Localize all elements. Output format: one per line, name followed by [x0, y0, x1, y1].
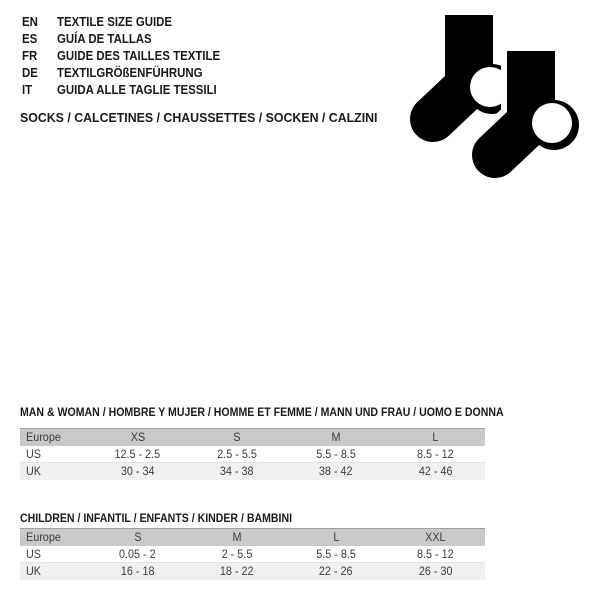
- language-code: IT: [22, 82, 33, 97]
- language-label: TEXTILE SIZE GUIDE: [57, 14, 173, 29]
- size-cell: 18 - 22: [220, 564, 254, 579]
- size-cell: 30 - 34: [120, 464, 155, 479]
- col-header-size: XS: [130, 430, 145, 445]
- row-label: UK: [26, 564, 42, 579]
- row-label: US: [26, 546, 42, 561]
- size-cell: 12.5 - 2.5: [114, 446, 161, 461]
- adults-size-table: [20, 428, 485, 480]
- size-cell: 0.05 - 2: [119, 546, 156, 561]
- col-header-size: XXL: [425, 530, 446, 545]
- size-cell: 5.5 - 8.5: [316, 546, 356, 561]
- col-header-size: M: [232, 530, 242, 545]
- table-row-uk: [20, 563, 485, 580]
- size-cell: 2.5 - 5.5: [217, 446, 257, 461]
- table-row-us: [20, 546, 485, 563]
- size-cell: 26 - 30: [418, 564, 453, 579]
- children-table-header: [20, 529, 485, 546]
- language-row-it: [22, 81, 242, 98]
- col-header-region: Europe: [26, 430, 61, 445]
- language-title-list: [22, 13, 242, 98]
- language-label: GUIDA ALLE TAGLIE TESSILI: [57, 82, 217, 97]
- size-cell: 16 - 18: [120, 564, 155, 579]
- socks-icon: [400, 0, 600, 185]
- language-label: GUIDE DES TAILLES TEXTILE: [57, 48, 221, 63]
- col-header-size: M: [331, 430, 341, 445]
- language-label: GUÍA DE TALLAS: [57, 31, 152, 46]
- size-cell: 42 - 46: [418, 464, 453, 479]
- adults-table-header: [20, 429, 485, 446]
- size-cell: 8.5 - 12: [417, 546, 454, 561]
- table-row-uk: [20, 463, 485, 480]
- language-code: DE: [22, 65, 38, 80]
- size-cell: 22 - 26: [319, 564, 353, 579]
- col-header-size: S: [233, 430, 241, 445]
- language-row-en: [22, 13, 242, 30]
- size-cell: 8.5 - 12: [417, 446, 454, 461]
- socks-icon-svg: [400, 0, 600, 185]
- header-row: [20, 429, 485, 446]
- row-label: US: [26, 446, 42, 461]
- language-label: TEXTILGRÖßENFÜHRUNG: [57, 65, 203, 80]
- col-header-region: Europe: [26, 530, 61, 545]
- children-table-title: CHILDREN / INFANTIL / ENFANTS / KINDER / BAMBINI: [20, 511, 293, 525]
- language-code: FR: [22, 48, 38, 63]
- language-row-fr: [22, 47, 242, 64]
- col-header-size: L: [333, 530, 340, 545]
- language-code: ES: [22, 31, 38, 46]
- size-cell: 38 - 42: [319, 464, 353, 479]
- language-row-es: [22, 30, 242, 47]
- size-cell: 2 - 5.5: [221, 546, 253, 561]
- col-header-size: L: [432, 430, 439, 445]
- table-row-us: [20, 446, 485, 463]
- size-cell: 5.5 - 8.5: [316, 446, 356, 461]
- language-row-de: [22, 64, 242, 81]
- category-line: SOCKS / CALCETINES / CHAUSSETTES / SOCKEN / CALZINI: [20, 110, 378, 125]
- language-code: EN: [22, 14, 38, 29]
- row-label: UK: [26, 464, 42, 479]
- header-row: [20, 529, 485, 546]
- adults-table-title: MAN & WOMAN / HOMBRE Y MUJER / HOMME ET FEMME / MANN UND FRAU / UOMO E DONNA: [20, 405, 504, 419]
- col-header-size: S: [134, 530, 142, 545]
- size-cell: 34 - 38: [220, 464, 254, 479]
- children-size-table: [20, 528, 485, 580]
